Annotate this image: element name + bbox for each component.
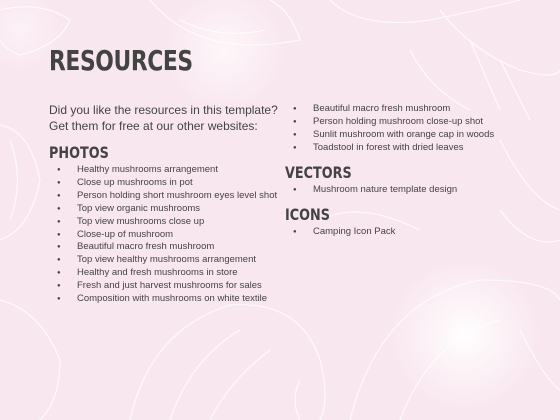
list-item: ● Camping Icon Pack	[285, 226, 395, 239]
photos-list	[49, 164, 277, 306]
list-item: ● Mushroom nature template design	[285, 184, 457, 197]
list-item: ● Beautiful macro fresh mushroom	[49, 241, 277, 254]
vectors-heading: VECTORS	[285, 163, 352, 182]
list-item: ● Sunlit mushroom with orange cap in woods	[285, 129, 494, 142]
list-item: ● Person holding mushroom close-up shot	[285, 116, 494, 129]
list-item: ● Close up mushrooms in pot	[49, 177, 277, 190]
list-item: ● Close-up of mushroom	[49, 229, 277, 242]
photos-heading: PHOTOS	[49, 143, 109, 162]
list-item: ● Person holding short mushroom eyes level shot	[49, 190, 277, 203]
photos-continued-list	[285, 103, 494, 155]
list-item: ● Healthy mushrooms arrangement	[49, 164, 277, 177]
vectors-list	[285, 184, 457, 197]
icons-list	[285, 226, 395, 239]
list-item: ● Top view mushrooms close up	[49, 216, 277, 229]
list-item: ● Top view organic mushrooms	[49, 203, 277, 216]
icons-heading: ICONS	[285, 205, 330, 224]
intro-text: Did you like the resources in this template? Get them for free at our other websites:	[49, 103, 278, 133]
list-item: ● Toadstool in forest with dried leaves	[285, 142, 494, 155]
list-item: ● Composition with mushrooms on white textile	[49, 293, 277, 306]
list-item: ● Top view healthy mushrooms arrangement	[49, 254, 277, 267]
list-item: ● Healthy and fresh mushrooms in store	[49, 267, 277, 280]
slide-title: RESOURCES	[49, 44, 193, 77]
list-item: ● Beautiful macro fresh mushroom	[285, 103, 494, 116]
list-item: ● Fresh and just harvest mushrooms for sales	[49, 280, 277, 293]
